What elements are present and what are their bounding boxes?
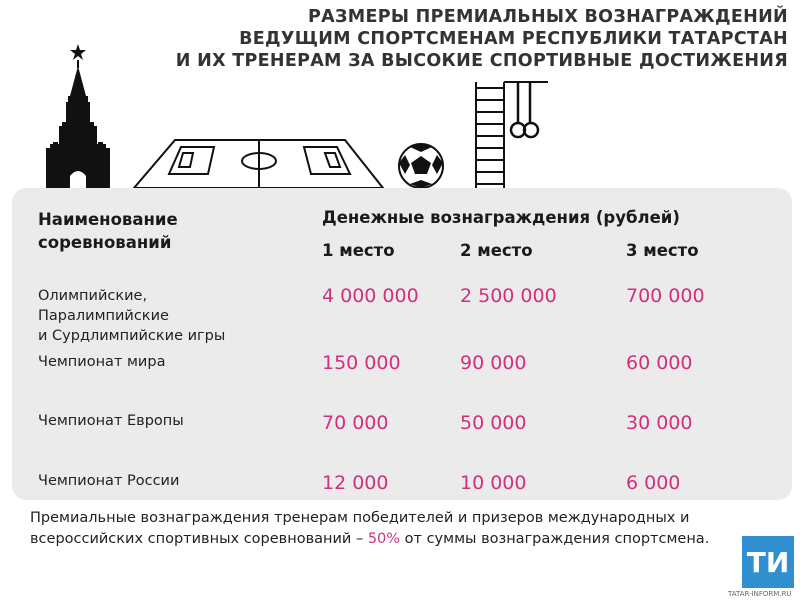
soccer-ball-icon	[399, 144, 443, 188]
kremlin-tower-icon	[46, 44, 110, 190]
competition-russian-championship: Чемпионат России	[38, 473, 180, 489]
title-line-1: РАЗМЕРЫ ПРЕМИАЛЬНЫХ ВОЗНАГРАЖДЕНИЙ	[308, 7, 788, 27]
football-field-icon	[134, 140, 383, 188]
sports-illustration	[0, 0, 800, 200]
title-line-2: ВЕДУЩИМ СПОРТСМЕНАМ РЕСПУБЛИКИ ТАТАРСТАН	[239, 29, 788, 49]
world-place-2-value: 90 000	[460, 352, 527, 374]
russia-place-2-value: 10 000	[460, 472, 527, 494]
russia-place-3-value: 6 000	[626, 472, 681, 494]
competition-european-championship: Чемпионат Европы	[38, 413, 184, 429]
place-2-header: 2 место	[460, 241, 533, 260]
coach-award-note: Премиальные вознаграждения тренерам победителей и призеров международных и всероссийских спортивных соревнований – 50% от суммы вознаграждения спортсмена.	[30, 510, 710, 547]
money-awards-header: Денежные вознаграждения (рублей)	[322, 208, 680, 227]
olympics-place-3-value: 700 000	[626, 285, 705, 307]
place-1-header: 1 место	[322, 241, 395, 260]
gymnastic-rings-icon	[511, 82, 538, 137]
competition-name-header: Наименование соревнований	[38, 210, 178, 252]
competition-world-championship: Чемпионат мира	[38, 354, 166, 370]
site-url[interactable]: TATAR-INFORM.RU	[728, 590, 792, 598]
olympics-place-2-value: 2 500 000	[460, 285, 557, 307]
place-3-header: 3 место	[626, 241, 699, 260]
world-place-3-value: 60 000	[626, 352, 693, 374]
tatar-inform-logo[interactable]: ТИ	[742, 536, 794, 588]
russia-place-1-value: 12 000	[322, 472, 389, 494]
coach-award-percent: 50%	[367, 530, 401, 547]
europe-place-2-value: 50 000	[460, 412, 527, 434]
europe-place-1-value: 70 000	[322, 412, 389, 434]
competition-olympics: Олимпийские, Паралимпийские и Сурдлимпийские игры	[38, 288, 226, 344]
olympics-place-1-value: 4 000 000	[322, 285, 419, 307]
world-place-1-value: 150 000	[322, 352, 401, 374]
europe-place-3-value: 30 000	[626, 412, 693, 434]
wall-bars-icon	[476, 82, 548, 190]
title-line-3: И ИХ ТРЕНЕРАМ ЗА ВЫСОКИЕ СПОРТИВНЫЕ ДОСТИЖЕНИЯ	[175, 51, 788, 71]
